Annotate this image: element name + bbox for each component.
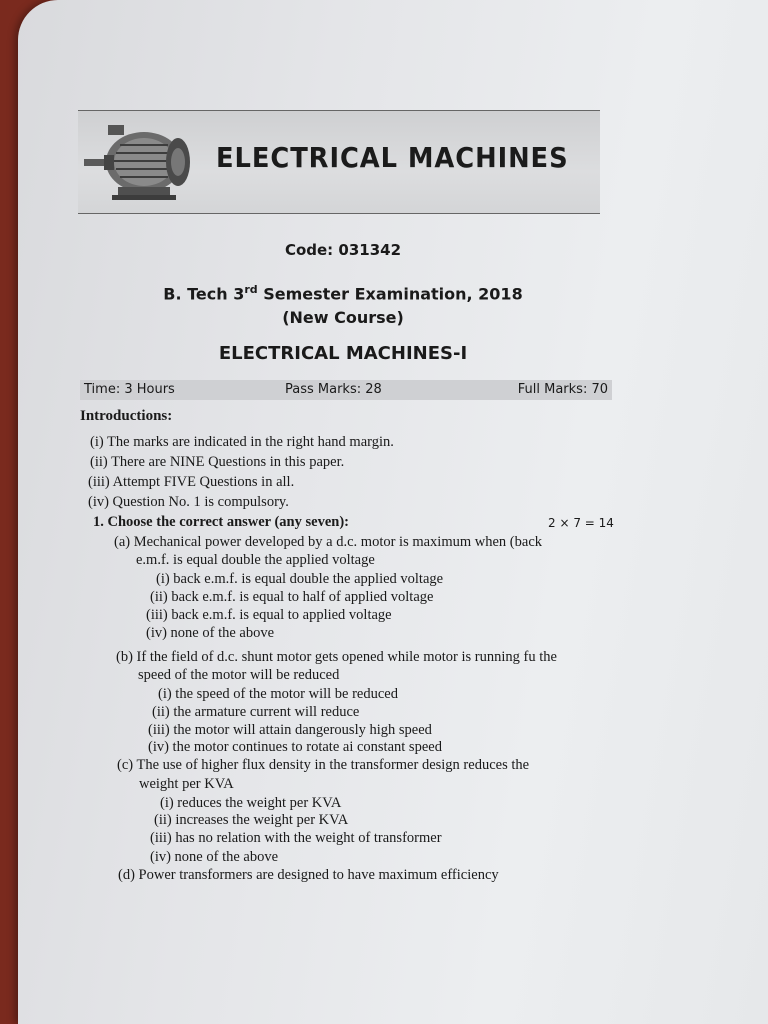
answer-option: (ii) back e.m.f. is equal to half of applied voltage xyxy=(150,589,434,605)
question-line: speed of the motor will be reduced xyxy=(138,667,340,683)
answer-option: (ii) the armature current will reduce xyxy=(152,704,360,720)
answer-option: (i) reduces the weight per KVA xyxy=(160,795,342,811)
instruction-item: (i) The marks are indicated in the right hand margin. xyxy=(90,434,394,450)
exam-paper-page xyxy=(18,0,768,1024)
question-line: e.m.f. is equal double the applied voltage xyxy=(136,552,375,568)
answer-option: (ii) increases the weight per KVA xyxy=(154,812,349,828)
answer-option: (i) back e.m.f. is equal double the applied voltage xyxy=(156,571,444,587)
question-line: (b) If the field of d.c. shunt motor gets opened while motor is running fu the xyxy=(116,649,557,665)
title-banner xyxy=(78,110,600,214)
answer-option: (iii) the motor will attain dangerously high speed xyxy=(148,722,432,738)
paper-code: Code: 031342 xyxy=(284,241,402,259)
time-allowed: Time: 3 Hours xyxy=(84,382,175,397)
answer-option: (iv) the motor continues to rotate ai constant speed xyxy=(148,739,442,755)
question-line: (c) The use of higher flux density in the transformer design reduces the xyxy=(117,757,530,773)
question-1-marks: 2 × 7 = 14 xyxy=(548,516,614,530)
exam-name xyxy=(18,278,668,306)
instruction-item: (iii) Attempt FIVE Questions in all. xyxy=(88,474,295,490)
marks-bar xyxy=(80,380,612,400)
instruction-item: (iv) Question No. 1 is compulsory. xyxy=(88,494,289,510)
exam-name-suffix: Semester Examination, 2018 xyxy=(257,284,523,304)
full-marks: Full Marks: 70 xyxy=(517,382,608,397)
question-1-heading: 1. Choose the correct answer (any seven): xyxy=(93,514,349,530)
answer-option: (iii) back e.m.f. is equal to applied voltage xyxy=(146,607,392,623)
exam-name-prefix: B. Tech 3 xyxy=(163,284,245,304)
electric-motor-illustration xyxy=(82,115,200,209)
question-line: (a) Mechanical power developed by a d.c. motor is maximum when (back xyxy=(114,534,543,550)
exam-title xyxy=(18,278,668,330)
banner-title: ELECTRICAL MACHINES xyxy=(216,141,569,174)
answer-option: (iv) none of the above xyxy=(146,625,275,641)
question-line: (d) Power transformers are designed to have maximum efficiency xyxy=(118,867,499,883)
question-line: weight per KVA xyxy=(139,776,234,792)
answer-option: (iv) none of the above xyxy=(150,849,279,865)
course-type: (New Course) xyxy=(282,308,404,328)
answer-option: (i) the speed of the motor will be reduced xyxy=(158,686,398,702)
subject-title: ELECTRICAL MACHINES-I xyxy=(218,343,468,364)
answer-option: (iii) has no relation with the weight of transformer xyxy=(150,830,442,846)
pass-marks: Pass Marks: 28 xyxy=(285,382,382,397)
exam-name-ordinal: rd xyxy=(244,283,258,296)
instruction-item: (ii) There are NINE Questions in this paper. xyxy=(90,454,345,470)
instructions-heading: Introductions: xyxy=(80,408,173,424)
